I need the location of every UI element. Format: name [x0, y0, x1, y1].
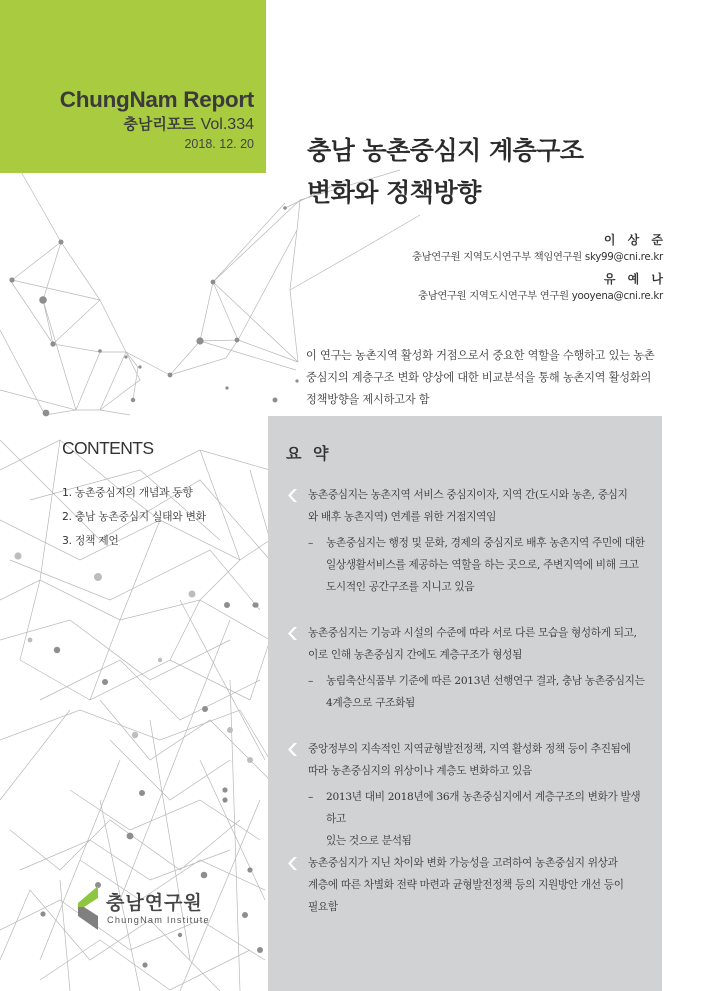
summary-point: [286, 622, 650, 666]
summary-block: [286, 738, 650, 852]
summary-point: [286, 484, 650, 528]
summary-panel: [268, 416, 662, 991]
summary-point-line: 이로 인해 농촌중심지 간에도 계층구조가 형성됨: [308, 649, 523, 661]
summary-subpoint-line: 4계층으로 구조화됨: [326, 697, 415, 709]
author-list: [411, 232, 667, 310]
summary-heading: 요 약: [286, 444, 332, 463]
author-affiliation: 충남연구원 지역도시연구부 연구원 yooyena@cni.re.kr: [418, 290, 663, 302]
summary-point-line: 필요함: [308, 901, 338, 913]
summary-point-line: 따라 농촌중심지의 위상이나 계층도 변화하고 있음: [308, 765, 532, 777]
author-name: 이 상 준: [603, 233, 667, 247]
contents-item[interactable]: 1. 농촌중심지의 개념과 동향: [62, 486, 193, 499]
title-line-2: 변화와 정책방향: [307, 178, 481, 207]
contents-item[interactable]: 3. 정책 제언: [62, 534, 119, 547]
table-of-contents: [62, 438, 206, 553]
page-title: [307, 130, 584, 214]
header-band: [0, 0, 266, 173]
summary-block: [286, 852, 650, 918]
summary-subpoint: [286, 670, 650, 714]
summary-subpoint-line: 있는 것으로 분석됨: [326, 835, 412, 847]
summary-subpoint-line: 일상생활서비스를 제공하는 역할을 하는 곳으로, 주변지역에 비해 크고: [326, 559, 639, 571]
summary-block: [286, 622, 650, 714]
summary-block: [286, 484, 650, 598]
summary-point-line: 농촌중심지는 농촌지역 서비스 중심지이자, 지역 간(도시와 농촌, 중심지: [308, 489, 628, 501]
institute-logo-icon: [78, 886, 104, 930]
volume-number: Vol.334: [200, 116, 254, 133]
institute-logo: [78, 886, 238, 932]
summary-subpoint-line: 농촌중심지는 행정 및 문화, 경제의 중심지로 배후 농촌지역 주민에 대한: [326, 537, 645, 549]
intro-paragraph: [306, 345, 666, 411]
summary-point-line: 와 배후 농촌지역) 연계를 위한 거점지역임: [308, 511, 497, 523]
author-name: 유 예 나: [603, 272, 667, 286]
brand-korean: 충남리포트: [123, 115, 196, 133]
contents-item[interactable]: 2. 충남 농촌중심지 실태와 변화: [62, 510, 206, 523]
brand-korean-volume: [60, 114, 254, 135]
summary-point-line: 계층에 따른 차별화 전략 마련과 균형발전정책 등의 지원방안 개선 등이: [308, 879, 624, 891]
intro-line: 중심지의 계층구조 변화 양상에 대한 비교분석을 통해 농촌지역 활성화의: [306, 371, 652, 384]
dash-marker: –: [308, 675, 313, 687]
institute-name-korean: 충남연구원: [106, 892, 203, 914]
title-line-1: 충남 농촌중심지 계층구조: [307, 136, 584, 165]
summary-point: [286, 738, 650, 782]
summary-point-line: 농촌중심지는 기능과 시설의 수준에 따라 서로 다른 모습을 형성하게 되고,: [308, 627, 637, 639]
summary-subpoint: [286, 786, 650, 852]
brand-english: ChungNam Report: [59, 87, 254, 112]
intro-line: 정책방향을 제시하고자 함: [306, 393, 430, 406]
summary-point: [286, 852, 650, 918]
publish-date: 2018. 12. 20: [184, 137, 254, 151]
institute-name-english: ChungNam Institute: [107, 915, 210, 925]
intro-line: 이 연구는 농촌지역 활성화 거점으로서 중요한 역할을 수행하고 있는 농촌: [306, 349, 655, 362]
summary-subpoint-line: 2013년 대비 2018년에 36개 농촌중심지에서 계층구조의 변화가 발생하고: [326, 791, 641, 825]
summary-subpoint-line: 도시적인 공간구조를 지니고 있음: [326, 581, 475, 593]
report-brand: [60, 87, 254, 152]
dash-marker: –: [308, 537, 313, 549]
contents-heading: CONTENTS: [62, 438, 154, 458]
summary-point-line: 중앙정부의 지속적인 지역균형발전정책, 지역 활성화 정책 등이 추진됨에: [308, 743, 631, 755]
summary-subpoint-line: 농림축산식품부 기준에 따른 2013년 선행연구 결과, 충남 농촌중심지는: [326, 675, 645, 687]
summary-point-line: 농촌중심지가 지닌 차이와 변화 가능성을 고려하여 농촌중심지 위상과: [308, 857, 618, 869]
dash-marker: –: [308, 791, 313, 803]
summary-subpoint: [286, 532, 650, 598]
author-affiliation: 충남연구원 지역도시연구부 책임연구원 sky99@cni.re.kr: [411, 251, 663, 263]
